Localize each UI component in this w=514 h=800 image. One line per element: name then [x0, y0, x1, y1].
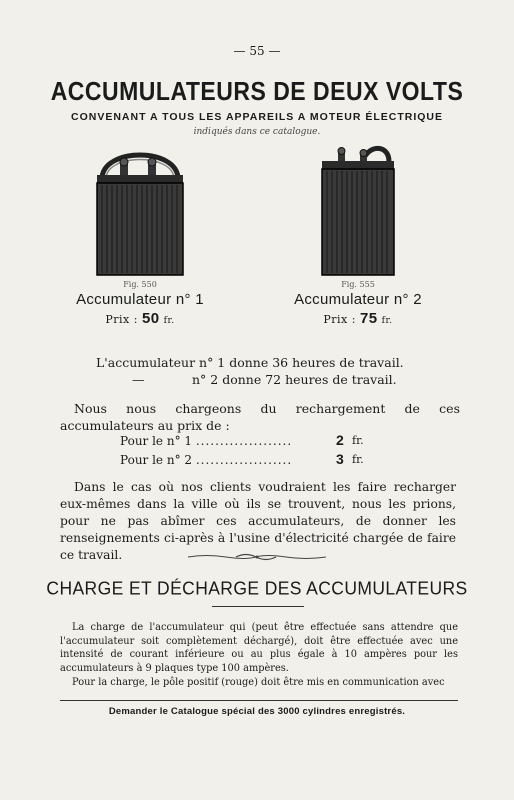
product-price — [258, 310, 458, 327]
section-title: CHARGE ET DÉCHARGE DES ACCUMULATEURS — [46, 577, 468, 599]
recharge-currency: fr. — [352, 434, 364, 447]
leader-dots: .................... — [195, 453, 293, 467]
page-subtitle: CONVENANT A TOUS LES APPAREILS A MOTEUR ÉLECTRIQUE — [70, 111, 444, 123]
footer-divider — [60, 700, 458, 701]
price-label: Prix : — [323, 313, 356, 326]
recharge-label: Pour le n° 2 — [120, 453, 193, 467]
recharge-label: Pour le n° 1 — [120, 434, 193, 448]
price-currency: fr. — [381, 316, 393, 326]
section-underline — [212, 606, 304, 607]
price-label: Prix : — [105, 313, 138, 326]
figure-label: Fig. 550 — [123, 280, 157, 289]
product-name: Accumulateur n° 1 — [76, 291, 204, 308]
figure-label: Fig. 555 — [341, 280, 375, 289]
leader-dots: .................... — [195, 434, 293, 448]
price-currency: fr. — [163, 316, 175, 326]
accumulator-2-illustration — [318, 145, 398, 280]
recharge-row-2 — [120, 453, 380, 467]
product-name: Accumulateur n° 2 — [294, 291, 422, 308]
ornament-divider — [186, 552, 328, 562]
product-card-2 — [258, 145, 458, 327]
charge-paragraph: La charge de l'accumulateur qui (peut être effectuée sans attendre que l'accumulateur soit complètement déchargé), doit être effectuée avec une intensité de courant inférieure ou au plus égale à 10 ampères pour les accumulateurs à 9 plaques type 100 ampères. — [60, 622, 458, 674]
recharge-paragraph: Nous nous chargeons du rechargement de ces accumulateurs au prix de : — [60, 401, 460, 433]
page-title: ACCUMULATEURS DE DEUX VOLTS — [50, 76, 464, 106]
price-amount: 50 — [141, 310, 160, 327]
instructions-paragraph: Dans le cas où nos clients voudraient les faire recharger eux-mêmes dans la ville où ils se trouvent, nous les prions, pour ne pas abîmer ces accumulateurs, de donner les renseignements ci-après à l'usine d'électricité chargée de faire ce travail. — [60, 480, 456, 562]
ditto-dash: — — [132, 372, 145, 387]
polarity-paragraph: Pour la charge, le pôle positif (rouge) doit être mis en communication avec — [72, 677, 445, 688]
price-amount: 75 — [359, 310, 378, 327]
accumulator-1-illustration — [92, 145, 188, 280]
product-price — [40, 310, 240, 327]
recharge-currency: fr. — [352, 453, 364, 466]
footer-note: Demander le Catalogue spécial des 3000 cylindres enregistrés. — [108, 706, 406, 717]
page-subtitle-note: indiqués dans ce catalogue. — [193, 127, 321, 137]
recharge-row-1 — [120, 434, 380, 448]
recharge-amount: 2 — [336, 432, 344, 448]
duration-line-1: L'accumulateur n° 1 donne 36 heures de travail. — [96, 355, 404, 370]
recharge-amount: 3 — [336, 451, 344, 467]
page-number: — 55 — — [233, 44, 281, 58]
product-card-1 — [40, 145, 240, 327]
duration-line-2-text: n° 2 donne 72 heures de travail. — [192, 372, 397, 387]
duration-line-2 — [132, 371, 397, 388]
